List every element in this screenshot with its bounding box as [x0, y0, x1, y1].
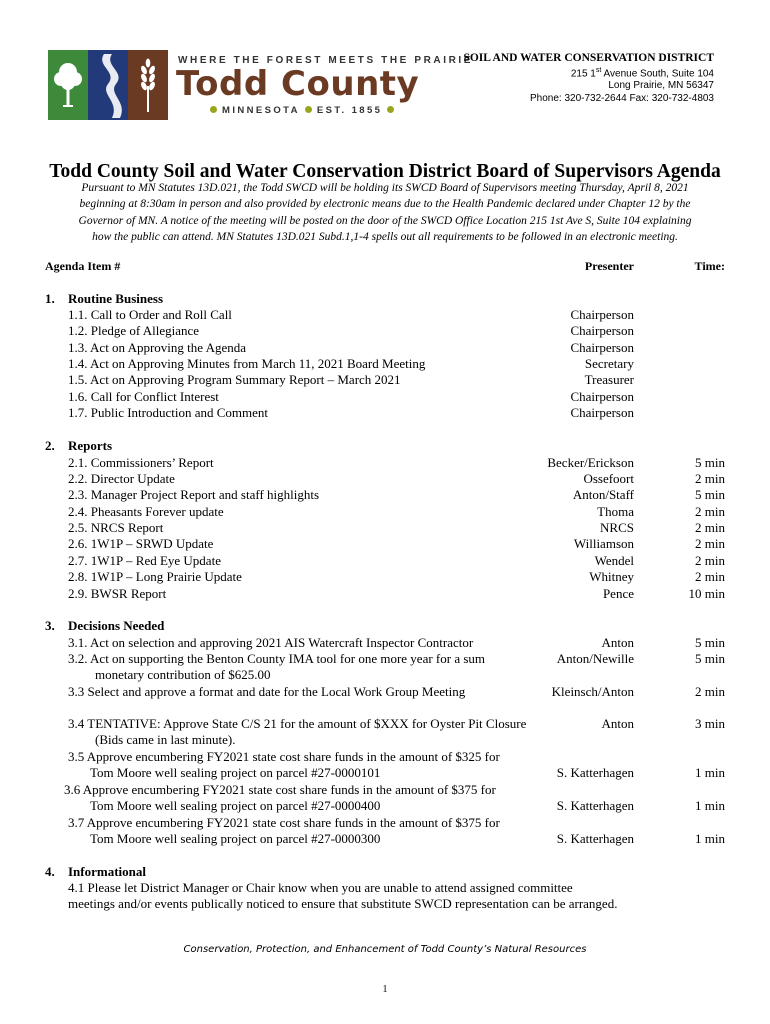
bullet-dot-icon [210, 106, 217, 113]
header-presenter: Presenter [584, 259, 634, 273]
agenda-item: 2.8. 1W1P – Long Prairie Update [68, 569, 242, 584]
district-phone: Phone: 320-732-2644 Fax: 320-732-4803 [529, 93, 714, 104]
district-city: Long Prairie, MN 56347 [608, 80, 714, 91]
agenda-presenter: S. Katterhagen [556, 798, 634, 813]
informational-text: meetings and/or events publically noticed to ensure that substitute SWCD representation can be arranged. [68, 896, 618, 911]
section-number: 4. [45, 864, 55, 879]
agenda-presenter: Secretary [584, 356, 634, 371]
agenda-item-continuation: monetary contribution of $625.00 [95, 667, 271, 682]
agenda-item-continuation: Tom Moore well sealing project on parcel #27-0000300 [90, 831, 381, 846]
agenda-time: 2 min [695, 520, 725, 535]
district-name: SOIL AND WATER CONSERVATION DISTRICT [463, 52, 714, 64]
agenda-presenter: Thoma [597, 504, 634, 519]
agenda-item-continuation: Tom Moore well sealing project on parcel #27-0000400 [90, 798, 381, 813]
agenda-presenter: Kleinsch/Anton [551, 684, 634, 699]
agenda-time: 1 min [695, 831, 725, 846]
agenda-time: 1 min [695, 798, 725, 813]
agenda-item: 3.4 TENTATIVE: Approve State C/S 21 for the amount of $XXX for Oyster Pit Closure [68, 716, 527, 731]
header-agenda-item: Agenda Item # [45, 259, 121, 273]
section-title: Decisions Needed [68, 618, 165, 633]
agenda-presenter: Whitney [589, 569, 634, 584]
agenda-item: 2.2. Director Update [68, 471, 175, 486]
agenda-item: 1.4. Act on Approving Minutes from March 11, 2021 Board Meeting [68, 356, 426, 371]
logo-graphic [48, 50, 168, 120]
agenda-time: 1 min [695, 765, 725, 780]
agenda-presenter: Chairperson [570, 340, 634, 355]
agenda-time: 2 min [695, 471, 725, 486]
agenda-time: 10 min [688, 586, 725, 601]
bullet-dot-icon [387, 106, 394, 113]
agenda-time: 2 min [695, 536, 725, 551]
agenda-item: 3.1. Act on selection and approving 2021 AIS Watercraft Inspector Contractor [68, 635, 474, 650]
agenda-presenter: NRCS [600, 520, 634, 535]
section-title: Reports [68, 438, 113, 453]
agenda-time: 2 min [695, 504, 725, 519]
agenda-item: 2.3. Manager Project Report and staff highlights [68, 487, 320, 502]
district-address: 215 1st Avenue South, Suite 104 [570, 67, 714, 80]
footer-slogan: Conservation, Protection, and Enhancement of Todd County’s Natural Resources [183, 944, 587, 955]
agenda-presenter: Williamson [573, 536, 634, 551]
intro-line: Pursuant to MN Statutes 13D.021, the Todd SWCD will be holding its SWCD Board of Supervisors meeting Thursday, April 8, 2021 [81, 182, 689, 194]
agenda-item: 1.7. Public Introduction and Comment [68, 405, 269, 420]
agenda-presenter: Ossefoort [583, 471, 634, 486]
intro-line: Governor of MN. A notice of the meeting will be posted on the door of the SWCD Office Location 215 1st Ave S, Suite 104 explaining [78, 214, 692, 227]
agenda-presenter: Anton [601, 635, 634, 650]
agenda-item: 3.2. Act on supporting the Benton County IMA tool for one more year for a sum [68, 651, 486, 666]
agenda-presenter: Anton [601, 716, 634, 731]
agenda-item: 3.6 Approve encumbering FY2021 state cost share funds in the amount of $375 for [64, 782, 496, 797]
logo-established: EST. 1855 [316, 105, 383, 116]
agenda-time: 3 min [695, 716, 725, 731]
logo-state: MINNESOTA [222, 105, 300, 116]
intro-paragraph [32, 180, 738, 246]
agenda-time: 2 min [695, 684, 725, 699]
agenda-item: 2.4. Pheasants Forever update [68, 504, 224, 519]
informational-text: 4.1 Please let District Manager or Chair know when you are unable to attend assigned committee [68, 880, 573, 895]
agenda-item: 2.9. BWSR Report [68, 586, 167, 601]
agenda-presenter: Anton/Newille [556, 651, 634, 666]
intro-line: how the public can attend. MN Statutes 13D.021 Subd.1,1-4 spells out all requirements to be followed in an electronic meeting. [92, 231, 678, 244]
agenda-presenter: Anton/Staff [572, 487, 634, 502]
agenda-item: 2.6. 1W1P – SRWD Update [68, 536, 214, 551]
logo-tagline: WHERE THE FOREST MEETS THE PRAIRIE [178, 55, 474, 66]
agenda-time: 5 min [695, 487, 725, 502]
agenda-item: 1.1. Call to Order and Roll Call [68, 307, 232, 322]
agenda-item: 2.7. 1W1P – Red Eye Update [68, 553, 221, 568]
agenda-presenter: S. Katterhagen [556, 765, 634, 780]
agenda-time: 5 min [695, 651, 725, 666]
agenda-presenter: S. Katterhagen [556, 831, 634, 846]
agenda-item: 1.2. Pledge of Allegiance [68, 323, 200, 338]
agenda-item: 3.3 Select and approve a format and date for the Local Work Group Meeting [68, 684, 466, 699]
agenda-item-continuation: Tom Moore well sealing project on parcel #27-0000101 [90, 765, 381, 780]
section-number: 1. [45, 291, 55, 306]
section-number: 3. [45, 618, 55, 633]
agenda-presenter: Chairperson [570, 307, 634, 322]
section-title: Routine Business [68, 291, 163, 306]
agenda-item-continuation: (Bids came in last minute). [95, 732, 236, 747]
agenda-item: 1.6. Call for Conflict Interest [68, 389, 219, 404]
agenda-item: 2.1. Commissioners’ Report [68, 455, 214, 470]
agenda-time: 5 min [695, 455, 725, 470]
agenda-item: 1.5. Act on Approving Program Summary Report – March 2021 [68, 372, 401, 387]
logo-wordmark: Todd County [176, 64, 420, 104]
section-number: 2. [45, 438, 55, 453]
agenda-presenter: Chairperson [570, 405, 634, 420]
agenda-time: 5 min [695, 635, 725, 650]
section-title: Informational [68, 864, 146, 879]
agenda-presenter: Wendel [594, 553, 634, 568]
header-time: Time: [694, 259, 725, 273]
agenda-item: 2.5. NRCS Report [68, 520, 164, 535]
agenda-item: 3.7 Approve encumbering FY2021 state cost share funds in the amount of $375 for [68, 815, 500, 830]
page-title: Todd County Soil and Water Conservation District Board of Supervisors Agenda [49, 161, 721, 182]
todd-county-logo [48, 50, 168, 120]
agenda-time: 2 min [695, 569, 725, 584]
agenda-presenter: Treasurer [584, 372, 634, 387]
logo-subline [205, 105, 399, 116]
bullet-dot-icon [305, 106, 312, 113]
intro-line: beginning at 8:30am in person and also provided by electronic means due to the Health Pandemic declared under Chapter 12 by the [79, 198, 691, 211]
agenda-item: 1.3. Act on Approving the Agenda [68, 340, 247, 355]
agenda-time: 2 min [695, 553, 725, 568]
agenda-presenter: Pence [602, 586, 634, 601]
agenda-presenter: Chairperson [570, 389, 634, 404]
agenda-presenter: Chairperson [570, 323, 634, 338]
page-number: 1 [382, 984, 388, 995]
agenda-presenter: Becker/Erickson [547, 455, 634, 470]
agenda-item: 3.5 Approve encumbering FY2021 state cost share funds in the amount of $325 for [68, 749, 500, 764]
